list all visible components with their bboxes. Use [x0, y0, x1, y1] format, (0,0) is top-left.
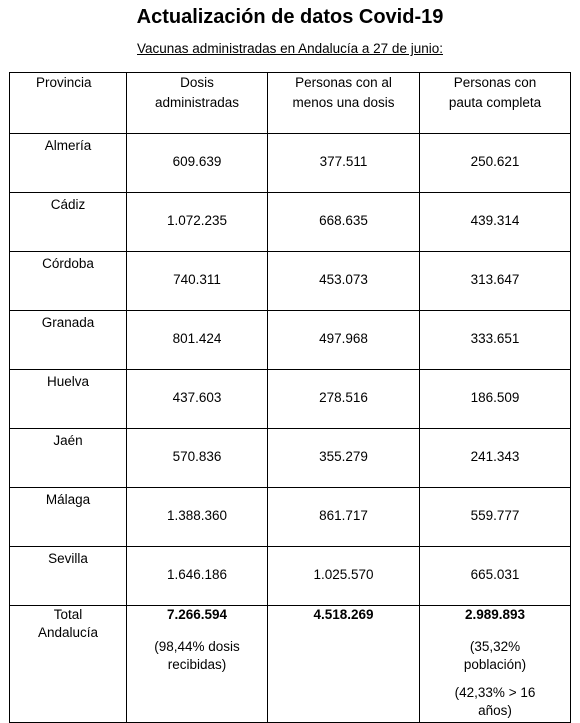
cell-provincia: Almería [10, 134, 127, 193]
cell-provincia: Jaén [10, 429, 127, 488]
cell-provincia: Sevilla [10, 547, 127, 606]
total-label-line1: Total [53, 607, 83, 622]
header-dosis: Dosis administradas [127, 73, 268, 134]
cell-dosis: 1.388.360 [127, 488, 268, 547]
cell-dosis: 740.311 [127, 252, 268, 311]
table-row [10, 134, 571, 193]
total-label [10, 606, 127, 723]
page-subtitle: Vacunas administradas en Andalucía a 27 de junio: [137, 41, 443, 56]
cell-dosis: 801.424 [127, 311, 268, 370]
total-pauta-cell [420, 606, 571, 723]
cell-pauta: 313.647 [420, 252, 571, 311]
table-row [10, 429, 571, 488]
header-provincia: Provincia [10, 73, 127, 134]
cell-dosis: 609.639 [127, 134, 268, 193]
cell-pauta: 559.777 [420, 488, 571, 547]
total-dosis: 7.266.594 [166, 607, 228, 622]
cell-una-dosis: 453.073 [268, 252, 420, 311]
cell-provincia: Cádiz [10, 193, 127, 252]
table-row [10, 488, 571, 547]
cell-una-dosis: 861.717 [268, 488, 420, 547]
cell-pauta: 333.651 [420, 311, 571, 370]
total-una-dosis: 4.518.269 [313, 607, 374, 622]
cell-pauta: 241.343 [420, 429, 571, 488]
cell-una-dosis: 355.279 [268, 429, 420, 488]
total-una-dosis-cell [268, 606, 420, 723]
table-row [10, 311, 571, 370]
total-pauta-note: (35,32% población) [463, 639, 527, 672]
table-row [10, 547, 571, 606]
cell-una-dosis: 1.025.570 [268, 547, 420, 606]
cell-una-dosis: 668.635 [268, 193, 420, 252]
table-row [10, 252, 571, 311]
cell-dosis: 570.836 [127, 429, 268, 488]
cell-una-dosis: 377.511 [268, 134, 420, 193]
total-dosis-note: (98,44% dosis recibidas) [154, 639, 240, 672]
header-una-dosis: Personas con al menos una dosis [268, 73, 420, 134]
cell-provincia: Huelva [10, 370, 127, 429]
cell-una-dosis: 497.968 [268, 311, 420, 370]
cell-provincia: Málaga [10, 488, 127, 547]
cell-dosis: 1.072.235 [127, 193, 268, 252]
cell-provincia: Córdoba [10, 252, 127, 311]
total-row [10, 606, 571, 723]
total-pauta-note2: (42,33% > 16 años) [454, 685, 536, 718]
cell-dosis: 437.603 [127, 370, 268, 429]
cell-dosis: 1.646.186 [127, 547, 268, 606]
table-header-row [10, 73, 571, 134]
cell-pauta: 439.314 [420, 193, 571, 252]
page-title: Actualización de datos Covid-19 [136, 6, 444, 28]
cell-pauta: 250.621 [420, 134, 571, 193]
header-pauta: Personas con pauta completa [420, 73, 571, 134]
table-row [10, 193, 571, 252]
total-pauta: 2.989.893 [464, 607, 526, 622]
table-row [10, 370, 571, 429]
cell-pauta: 665.031 [420, 547, 571, 606]
total-label-line2: Andalucía [37, 625, 99, 640]
vaccination-table [9, 72, 571, 723]
cell-pauta: 186.509 [420, 370, 571, 429]
cell-provincia: Granada [10, 311, 127, 370]
total-dosis-cell [127, 606, 268, 723]
cell-una-dosis: 278.516 [268, 370, 420, 429]
